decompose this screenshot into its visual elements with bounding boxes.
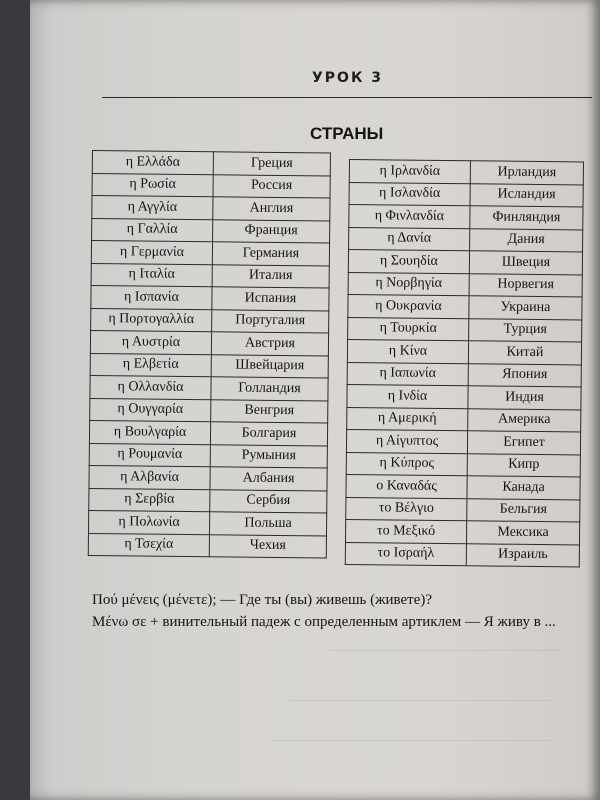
greek-country-cell: η Ουκρανία <box>348 294 469 318</box>
note-line-1: Πού μένεις (μένετε); — Где ты (вы) живешь (живете)? <box>92 592 433 608</box>
greek-country-cell: η Ινδία <box>347 384 468 408</box>
russian-country-cell: Китай <box>468 341 581 365</box>
greek-country-cell: η Νορβηγία <box>348 272 469 296</box>
russian-country-cell: Австрия <box>211 332 328 356</box>
table-row <box>349 227 583 252</box>
greek-country-cell: η Πορτογαλλία <box>91 308 212 332</box>
russian-country-cell: Израиль <box>466 543 579 567</box>
greek-country-cell: η Σουηδία <box>348 250 469 274</box>
russian-country-cell: Исландия <box>470 183 583 207</box>
greek-country-cell: η Τουρκία <box>348 317 469 341</box>
greek-country-cell: η Ρουμανία <box>89 443 210 467</box>
table-row <box>347 384 581 409</box>
russian-country-cell: Польша <box>209 512 326 536</box>
russian-country-cell: Сербия <box>210 489 327 513</box>
russian-country-cell: Португалия <box>212 309 329 333</box>
table-row <box>88 510 326 535</box>
russian-country-cell: Италия <box>212 264 329 288</box>
greek-country-cell: η Σερβία <box>89 488 210 512</box>
russian-country-cell: Египет <box>467 431 580 455</box>
russian-country-cell: Мексика <box>466 521 579 545</box>
russian-country-cell: Дания <box>470 228 583 252</box>
russian-country-cell: Франция <box>213 219 330 243</box>
greek-country-cell: η Βουλγαρία <box>89 420 210 444</box>
greek-country-cell: η Δανία <box>349 227 470 251</box>
table-row <box>91 308 329 333</box>
greek-country-cell: η Ιαπωνία <box>347 362 468 386</box>
table-row <box>347 339 581 364</box>
table-row <box>90 398 328 423</box>
russian-country-cell: Швейцария <box>211 354 328 378</box>
table-row <box>345 519 579 544</box>
russian-country-cell: Венгрия <box>211 399 328 423</box>
table-row <box>346 474 580 499</box>
greek-country-cell: η Τσεχία <box>88 533 209 557</box>
greek-country-cell: η Ισπανία <box>91 285 212 309</box>
greek-country-cell: ο Καναδάς <box>346 474 467 498</box>
table-row <box>89 420 327 445</box>
greek-country-cell: η Γερμανία <box>91 241 212 265</box>
greek-country-cell: η Κύπρος <box>346 452 467 476</box>
countries-table-left <box>88 150 331 558</box>
russian-country-cell: Греция <box>213 152 330 176</box>
russian-country-cell: Украина <box>469 296 582 320</box>
bleed-through-line <box>290 700 550 701</box>
table-row <box>348 272 582 297</box>
greek-country-cell: η Αλβανία <box>89 465 210 489</box>
greek-country-cell: η Ισλανδία <box>349 182 470 206</box>
russian-country-cell: Чехия <box>209 534 326 558</box>
russian-country-cell: Япония <box>468 363 581 387</box>
greek-country-cell: η Γαλλία <box>92 218 213 242</box>
table-row <box>348 250 582 275</box>
table-row <box>92 173 330 198</box>
bleed-through-line <box>270 740 550 741</box>
greek-country-cell: η Αγγλία <box>92 196 213 220</box>
greek-country-cell: η Ολλανδία <box>90 375 211 399</box>
lesson-header: УРОК 3 <box>312 70 384 86</box>
russian-country-cell: Румыния <box>210 444 327 468</box>
greek-country-cell: η Πολωνία <box>88 510 209 534</box>
greek-country-cell: η Αίγυπτος <box>346 429 467 453</box>
table-row <box>91 263 329 288</box>
note-line-2: Μένω σε + винительный падеж с определенным артиклем — Я живу в ... <box>92 614 556 630</box>
greek-country-cell: το Ισραήλ <box>345 542 466 566</box>
table-row <box>92 196 330 221</box>
table-row <box>346 497 580 522</box>
russian-country-cell: Америка <box>468 408 581 432</box>
table-row <box>91 285 329 310</box>
countries-table-right-body <box>345 160 583 567</box>
table-row <box>346 452 580 477</box>
table-row <box>88 533 326 558</box>
russian-country-cell: Голландия <box>211 377 328 401</box>
greek-country-cell: η Ιρλανδία <box>349 160 470 184</box>
book-page <box>30 0 600 800</box>
table-row <box>349 182 583 207</box>
russian-country-cell: Англия <box>213 197 330 221</box>
russian-country-cell: Германия <box>212 242 329 266</box>
russian-country-cell: Финляндия <box>470 206 583 230</box>
bleed-through-line <box>330 650 560 651</box>
greek-country-cell: το Μεξικό <box>345 519 466 543</box>
russian-country-cell: Бельгия <box>467 498 580 522</box>
greek-country-cell: η Αμερική <box>347 407 468 431</box>
russian-country-cell: Кипр <box>467 453 580 477</box>
table-row <box>92 151 330 176</box>
countries-table-right <box>345 159 584 567</box>
russian-country-cell: Россия <box>213 174 330 198</box>
russian-country-cell: Испания <box>212 287 329 311</box>
greek-country-cell: η Ελβετία <box>90 353 211 377</box>
greek-country-cell: η Αυστρία <box>90 330 211 354</box>
header-rule <box>102 97 592 98</box>
russian-country-cell: Албания <box>210 467 327 491</box>
greek-country-cell: η Φινλανδία <box>349 205 470 229</box>
greek-country-cell: η Ρωσία <box>92 173 213 197</box>
greek-country-cell: η Ελλάδα <box>92 151 213 175</box>
table-row <box>89 465 327 490</box>
table-row <box>347 407 581 432</box>
section-title: СТРАНЫ <box>310 124 384 143</box>
russian-country-cell: Канада <box>467 476 580 500</box>
russian-country-cell: Турция <box>469 318 582 342</box>
table-row <box>349 160 583 185</box>
table-row <box>89 488 327 513</box>
table-row <box>90 330 328 355</box>
table-row <box>345 542 579 567</box>
russian-country-cell: Индия <box>468 386 581 410</box>
table-row <box>348 294 582 319</box>
greek-country-cell: η Ιταλία <box>91 263 212 287</box>
table-row <box>348 317 582 342</box>
table-row <box>89 443 327 468</box>
table-row <box>90 353 328 378</box>
table-row <box>90 375 328 400</box>
russian-country-cell: Болгария <box>210 422 327 446</box>
countries-table-left-body <box>88 151 330 558</box>
russian-country-cell: Ирландия <box>470 161 583 185</box>
table-row <box>91 241 329 266</box>
table-row <box>92 218 330 243</box>
table-row <box>346 429 580 454</box>
greek-country-cell: η Κίνα <box>347 339 468 363</box>
greek-country-cell: η Ουγγαρία <box>90 398 211 422</box>
russian-country-cell: Швеция <box>469 251 582 275</box>
table-row <box>347 362 581 387</box>
table-row <box>349 205 583 230</box>
greek-country-cell: το Βέλγιο <box>346 497 467 521</box>
russian-country-cell: Норвегия <box>469 273 582 297</box>
